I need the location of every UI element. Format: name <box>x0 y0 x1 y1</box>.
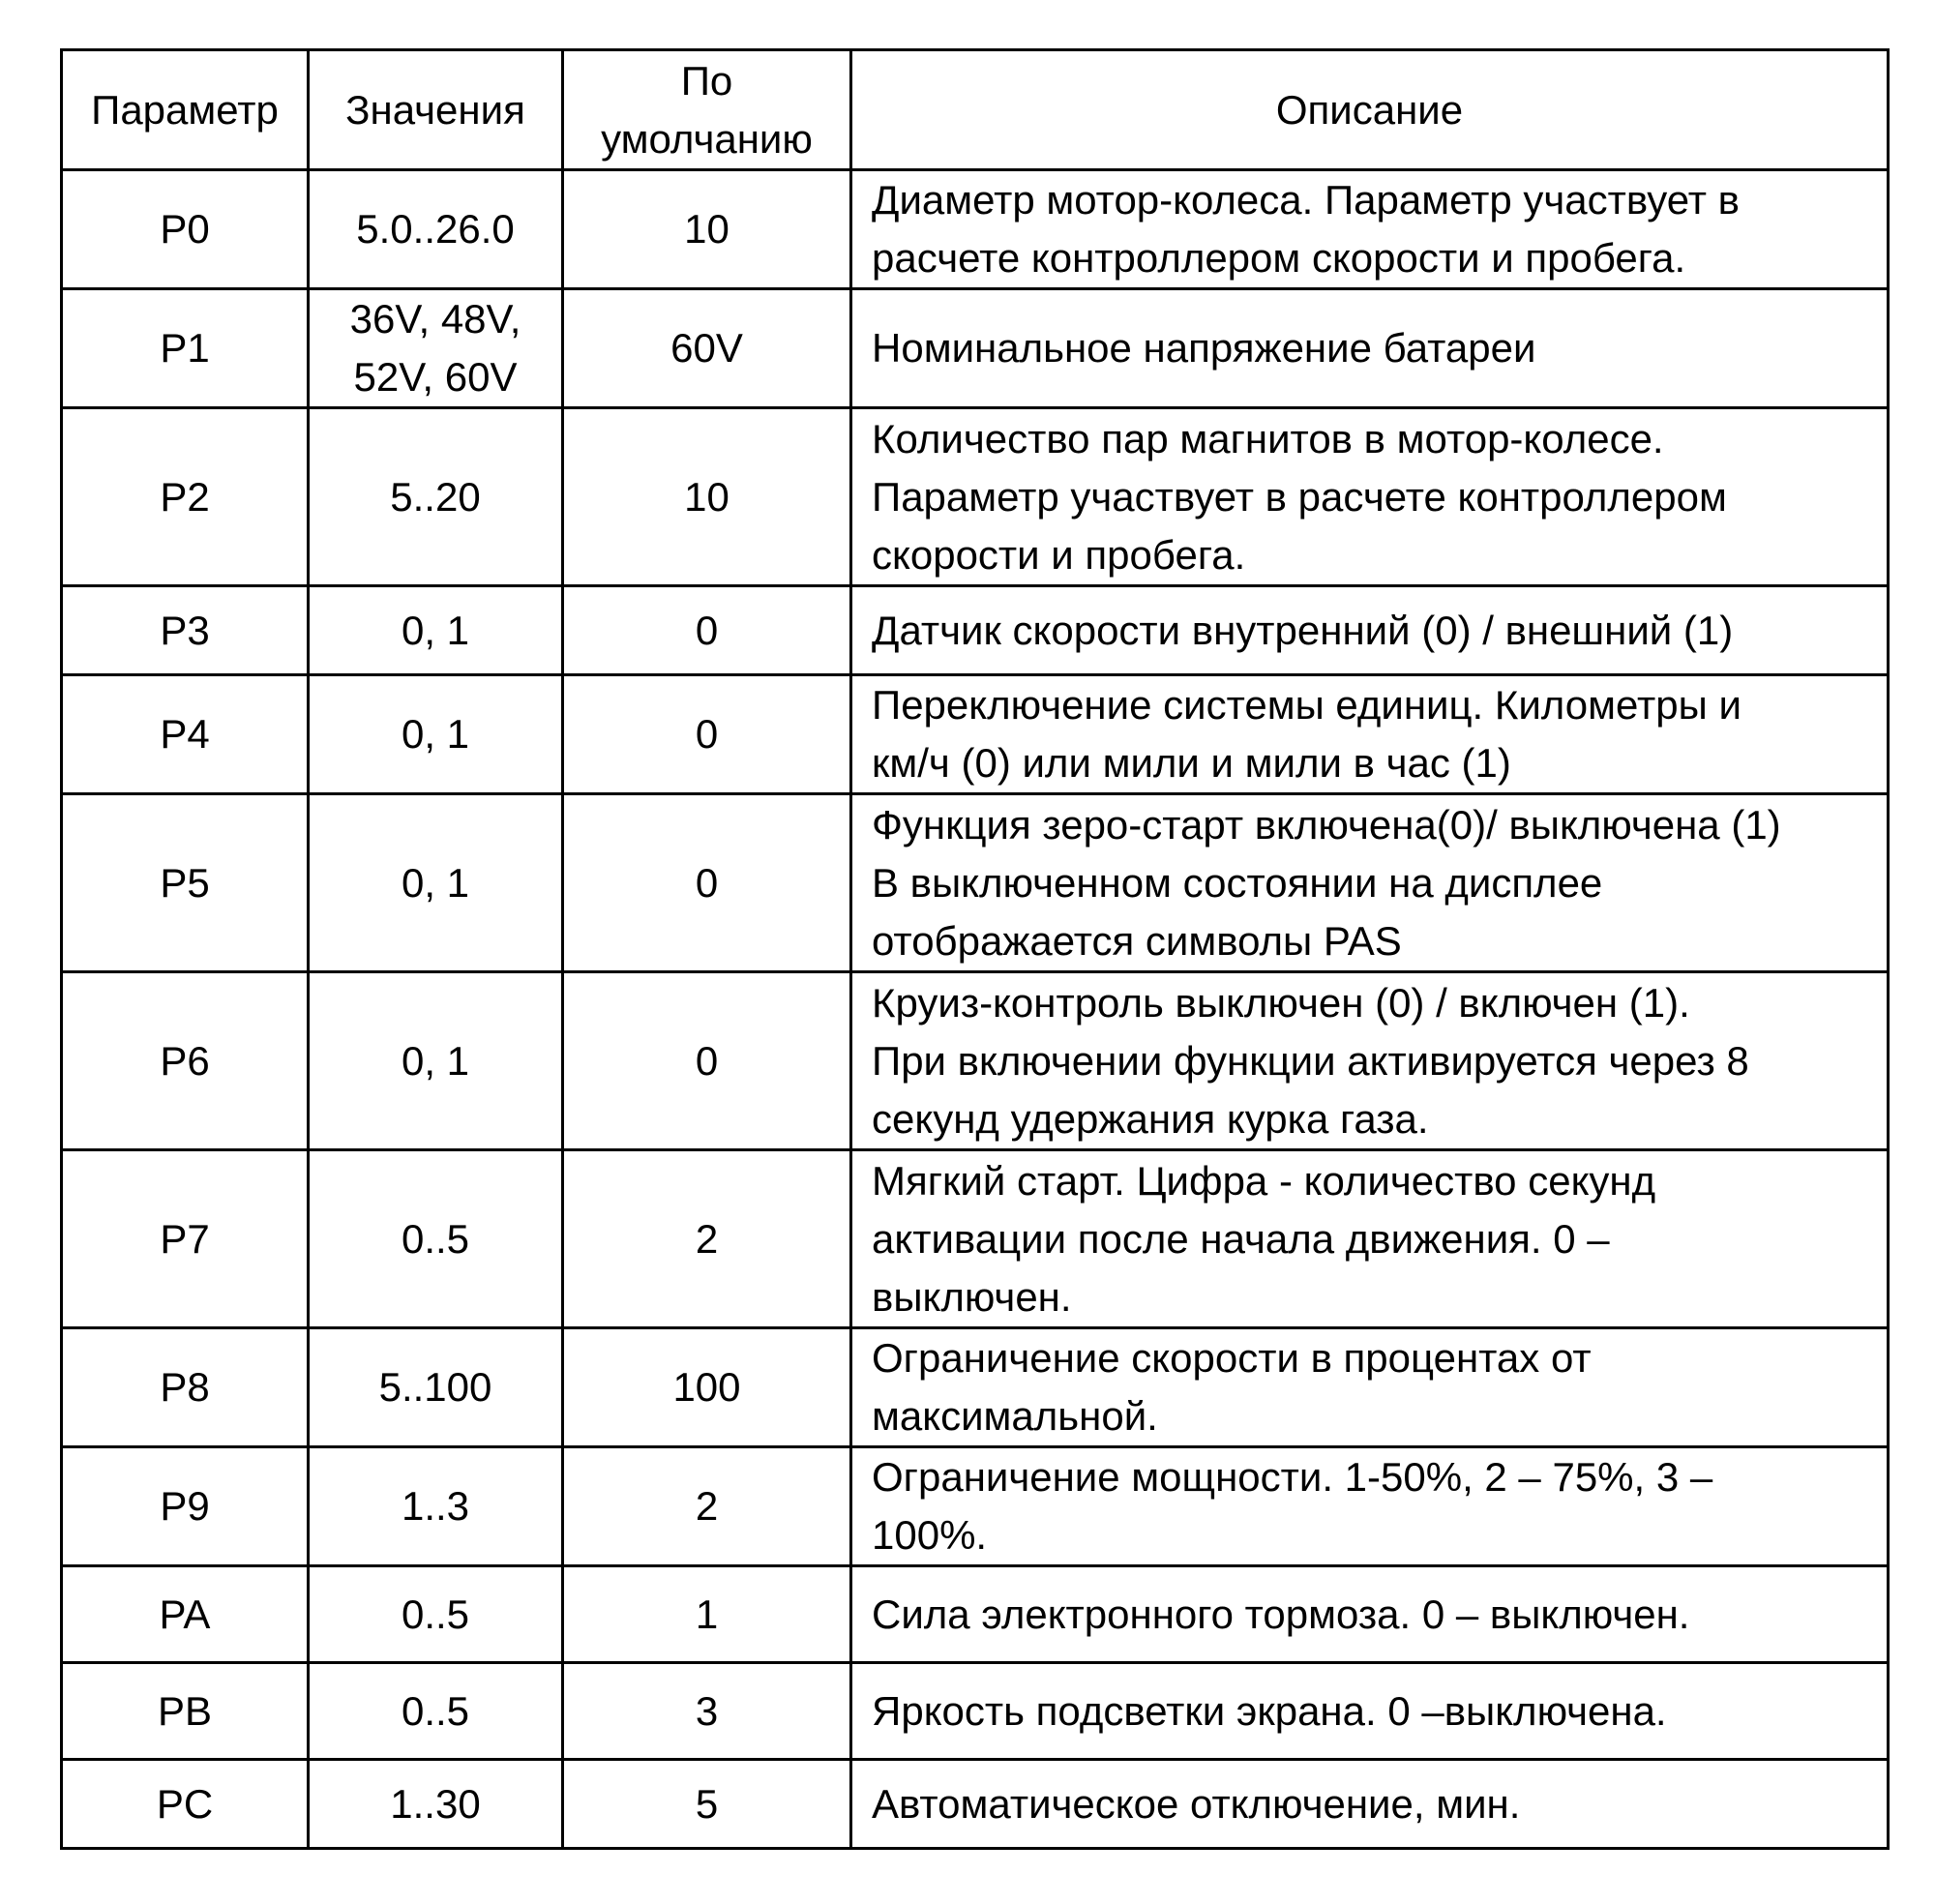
cell-values <box>309 1447 563 1566</box>
cell-description-line: Переключение системы единиц. Километры и <box>872 682 1742 728</box>
cell-description-line: секунд удержания курка газа. <box>872 1095 1429 1142</box>
cell-description-line: скорости и пробега. <box>872 531 1246 578</box>
cell-description-line: км/ч (0) или мили и мили в час (1) <box>872 740 1511 786</box>
cell-values-line: 1..3 <box>401 1483 470 1529</box>
cell-default: 60V <box>563 289 851 408</box>
cell-default: 0 <box>563 586 851 675</box>
cell-param: PA <box>62 1566 309 1663</box>
table-row <box>62 1663 1889 1760</box>
cell-description-line: Количество пар магнитов в мотор-колесе. <box>872 415 1664 461</box>
cell-description-line: отображается символы PAS <box>872 917 1402 964</box>
cell-description-line: активации после начала движения. 0 – <box>872 1215 1610 1262</box>
cell-values <box>309 1663 563 1760</box>
header-description: Описание <box>851 50 1889 170</box>
cell-values <box>309 794 563 972</box>
parameters-table <box>60 48 1890 1850</box>
cell-values-line: 0, 1 <box>401 1037 470 1084</box>
cell-description-line: Параметр участвует в расчете контроллером <box>872 473 1727 520</box>
cell-description-line: Сила электронного тормоза. 0 – выключен. <box>872 1591 1690 1637</box>
table-header-row <box>62 50 1889 170</box>
cell-description <box>851 972 1889 1150</box>
cell-values <box>309 408 563 586</box>
cell-description-line: При включении функции активируется через 8 <box>872 1037 1749 1084</box>
cell-description-line: Круиз-контроль выключен (0) / включен (1). <box>872 979 1690 1026</box>
cell-values-line: 0, 1 <box>401 859 470 906</box>
cell-description <box>851 289 1889 408</box>
table-row <box>62 675 1889 794</box>
header-default-line: умолчанию <box>601 115 813 162</box>
cell-description-line: Номинальное напряжение батареи <box>872 325 1536 371</box>
header-default <box>563 50 851 170</box>
cell-param: P1 <box>62 289 309 408</box>
cell-description-line: Автоматическое отключение, мин. <box>872 1780 1521 1827</box>
cell-description <box>851 1150 1889 1328</box>
cell-description-line: расчете контроллером скорости и пробега. <box>872 235 1686 281</box>
cell-values-line: 0..5 <box>401 1591 470 1637</box>
cell-values-line: 36V, 48V, <box>349 296 521 342</box>
cell-default: 2 <box>563 1447 851 1566</box>
table-row <box>62 170 1889 289</box>
cell-description-line: максимальной. <box>872 1393 1158 1439</box>
table-row <box>62 972 1889 1150</box>
cell-description <box>851 408 1889 586</box>
cell-param: P9 <box>62 1447 309 1566</box>
table-row <box>62 289 1889 408</box>
cell-values <box>309 1760 563 1849</box>
cell-param: P5 <box>62 794 309 972</box>
cell-default: 10 <box>563 170 851 289</box>
cell-param: P0 <box>62 170 309 289</box>
cell-description <box>851 1566 1889 1663</box>
cell-description <box>851 586 1889 675</box>
cell-description <box>851 675 1889 794</box>
cell-default: 10 <box>563 408 851 586</box>
cell-description <box>851 170 1889 289</box>
cell-param: P6 <box>62 972 309 1150</box>
table-body <box>62 170 1889 1849</box>
cell-description-line: Диаметр мотор-колеса. Параметр участвует в <box>872 177 1740 223</box>
cell-values <box>309 1566 563 1663</box>
cell-default: 1 <box>563 1566 851 1663</box>
cell-param: P3 <box>62 586 309 675</box>
table-row <box>62 1566 1889 1663</box>
cell-param: P2 <box>62 408 309 586</box>
cell-description <box>851 794 1889 972</box>
cell-description <box>851 1447 1889 1566</box>
cell-values <box>309 1150 563 1328</box>
cell-description-line: Функция зеро-старт включена(0)/ выключена (1) <box>872 801 1781 848</box>
table-row <box>62 586 1889 675</box>
cell-default: 0 <box>563 794 851 972</box>
table-row <box>62 1150 1889 1328</box>
parameters-table-container <box>60 48 1890 1850</box>
table-row <box>62 794 1889 972</box>
cell-param: P7 <box>62 1150 309 1328</box>
cell-param: PB <box>62 1663 309 1760</box>
header-values: Значения <box>309 50 563 170</box>
cell-description-line: Яркость подсветки экрана. 0 –выключена. <box>872 1687 1667 1734</box>
cell-description-line: Датчик скорости внутренний (0) / внешний (1) <box>872 607 1734 653</box>
cell-values <box>309 1328 563 1447</box>
cell-values <box>309 586 563 675</box>
table-row <box>62 1328 1889 1447</box>
cell-description <box>851 1663 1889 1760</box>
header-param: Параметр <box>62 50 309 170</box>
cell-description-line: 100%. <box>872 1512 988 1558</box>
cell-description-line: Мягкий старт. Цифра - количество секунд <box>872 1157 1656 1204</box>
cell-values-line: 1..30 <box>390 1780 481 1827</box>
cell-description-line: Ограничение скорости в процентах от <box>872 1335 1592 1381</box>
cell-default: 3 <box>563 1663 851 1760</box>
header-default-line: По <box>680 57 733 104</box>
table-row <box>62 1447 1889 1566</box>
cell-param: P8 <box>62 1328 309 1447</box>
cell-default: 0 <box>563 675 851 794</box>
cell-values-line: 0, 1 <box>401 607 470 653</box>
cell-values-line: 5..20 <box>390 473 481 520</box>
cell-values-line: 5..100 <box>378 1364 492 1410</box>
cell-description-line: выключен. <box>872 1273 1072 1320</box>
cell-values-line: 0..5 <box>401 1687 470 1734</box>
cell-values <box>309 675 563 794</box>
cell-description <box>851 1760 1889 1849</box>
table-row <box>62 1760 1889 1849</box>
cell-values-line: 0, 1 <box>401 711 470 757</box>
cell-param: P4 <box>62 675 309 794</box>
cell-description <box>851 1328 1889 1447</box>
cell-default: 100 <box>563 1328 851 1447</box>
cell-default: 0 <box>563 972 851 1150</box>
cell-values <box>309 972 563 1150</box>
cell-values <box>309 289 563 408</box>
cell-default: 2 <box>563 1150 851 1328</box>
cell-description-line: Ограничение мощности. 1-50%, 2 – 75%, 3 – <box>872 1454 1713 1500</box>
cell-values-line: 52V, 60V <box>353 354 518 400</box>
cell-values-line: 0..5 <box>401 1215 470 1262</box>
cell-values-line: 5.0..26.0 <box>356 206 515 252</box>
table-row <box>62 408 1889 586</box>
cell-description-line: В выключенном состоянии на дисплее <box>872 859 1603 906</box>
cell-param: PC <box>62 1760 309 1849</box>
cell-default: 5 <box>563 1760 851 1849</box>
cell-values <box>309 170 563 289</box>
